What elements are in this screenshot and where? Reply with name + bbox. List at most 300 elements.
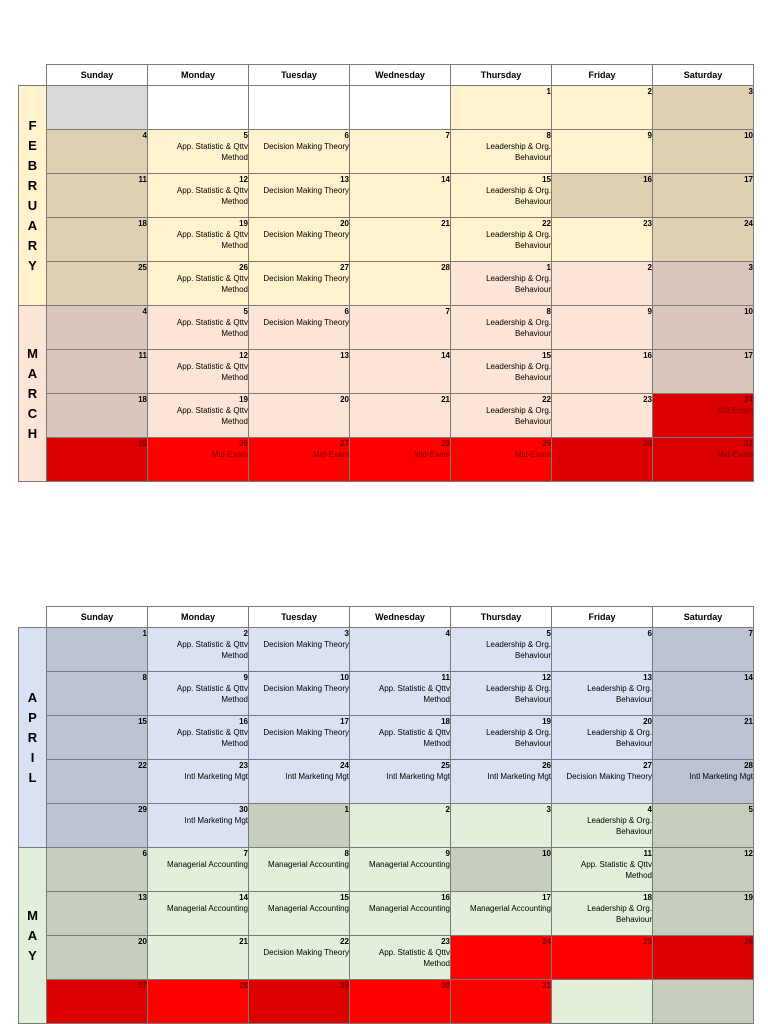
day-number: 3	[344, 629, 349, 638]
class-event: Managerial Accounting	[167, 860, 248, 869]
day-cell	[47, 350, 148, 394]
day-number: 25	[138, 439, 147, 448]
week-row	[19, 174, 754, 218]
day-cell	[249, 760, 350, 804]
day-number: 24	[340, 761, 349, 770]
day-cell	[47, 980, 148, 1024]
day-cell	[552, 628, 653, 672]
day-number: 26	[239, 263, 248, 272]
day-number: 8	[142, 673, 147, 682]
class-event: Decision Making Theory	[566, 772, 652, 781]
day-cell	[451, 262, 552, 306]
day-header: Monday	[148, 607, 249, 628]
day-number: 2	[647, 87, 652, 96]
day-cell	[451, 936, 552, 980]
day-number: 19	[542, 717, 551, 726]
day-number: 22	[542, 219, 551, 228]
day-cell	[148, 350, 249, 394]
day-number: 17	[744, 175, 753, 184]
day-number: 10	[744, 131, 753, 140]
week-row	[19, 760, 754, 804]
day-cell	[148, 760, 249, 804]
day-cell	[451, 628, 552, 672]
month-letter: I	[30, 749, 35, 765]
class-event: Decision Making Theory	[263, 230, 349, 239]
day-number: 13	[340, 175, 349, 184]
day-cell	[148, 892, 249, 936]
day-header: Saturday	[653, 607, 754, 628]
class-event: Leadership & Org. Behaviour	[486, 728, 551, 748]
day-cell	[47, 892, 148, 936]
class-event: Leadership & Org. Behaviour	[486, 186, 551, 206]
day-number: 8	[546, 131, 551, 140]
class-event: Intl Marketing Mgt	[386, 772, 450, 781]
day-cell	[552, 892, 653, 936]
day-header: Thursday	[451, 65, 552, 86]
day-cell	[451, 804, 552, 848]
day-number: 9	[445, 849, 450, 858]
week-row	[19, 848, 754, 892]
day-number: 2	[647, 263, 652, 272]
day-number	[47, 86, 147, 97]
day-number: 7	[445, 131, 450, 140]
day-number: 9	[647, 307, 652, 316]
class-event: Decision Making Theory	[263, 186, 349, 195]
day-cell	[552, 980, 653, 1024]
day-number: 23	[441, 937, 450, 946]
day-cell	[148, 394, 249, 438]
day-cell	[47, 760, 148, 804]
day-cell	[350, 760, 451, 804]
class-event: Decision Making Theory	[263, 274, 349, 283]
day-number: 5	[748, 805, 753, 814]
day-cell	[47, 716, 148, 760]
day-number: 12	[239, 351, 248, 360]
day-cell	[47, 672, 148, 716]
week-row	[19, 394, 754, 438]
day-number: 28	[744, 761, 753, 770]
day-number: 16	[643, 175, 652, 184]
day-number: 17	[744, 351, 753, 360]
day-number: 10	[744, 307, 753, 316]
day-cell	[148, 628, 249, 672]
day-cell	[653, 306, 754, 350]
day-number: 13	[138, 893, 147, 902]
day-cell	[653, 438, 754, 482]
month-letter: R	[27, 177, 38, 193]
month-label	[19, 86, 47, 306]
day-cell	[552, 262, 653, 306]
class-event: App. Statistic & Qttv Method	[176, 362, 248, 382]
day-number: 15	[138, 717, 147, 726]
day-number: 24	[744, 219, 753, 228]
day-number: 5	[243, 307, 248, 316]
day-number: 6	[647, 629, 652, 638]
day-number: 7	[243, 849, 248, 858]
day-number: 18	[643, 893, 652, 902]
day-number: 19	[744, 893, 753, 902]
day-cell	[653, 980, 754, 1024]
day-number	[653, 980, 753, 991]
class-event: App. Statistic & Qttv Method	[176, 318, 248, 338]
day-cell	[249, 980, 350, 1024]
day-cell	[451, 218, 552, 262]
day-number: 14	[239, 893, 248, 902]
class-event: App. Statistic & Qttv Method	[176, 728, 248, 748]
day-header: Wednesday	[350, 65, 451, 86]
day-cell	[350, 936, 451, 980]
day-number: 5	[243, 131, 248, 140]
day-cell	[249, 350, 350, 394]
day-cell	[350, 262, 451, 306]
month-letter: R	[27, 385, 38, 401]
day-cell	[47, 394, 148, 438]
class-event: Leadership & Org. Behaviour	[486, 274, 551, 294]
day-cell	[249, 86, 350, 130]
week-row	[19, 892, 754, 936]
day-cell	[249, 716, 350, 760]
class-event: Leadership & Org. Behaviour	[486, 640, 551, 660]
day-number: 22	[340, 937, 349, 946]
class-event: Decision Making Theory	[263, 142, 349, 151]
class-event: Leadership & Org. Behaviour	[486, 406, 551, 426]
day-cell	[653, 262, 754, 306]
day-number	[148, 86, 248, 97]
day-number: 12	[239, 175, 248, 184]
day-number: 12	[744, 849, 753, 858]
day-cell	[249, 804, 350, 848]
class-event: App. Statistic & Qttv Method	[176, 230, 248, 250]
week-row	[19, 672, 754, 716]
day-number: 20	[138, 937, 147, 946]
class-event: Intl Marketing Mgt	[487, 772, 551, 781]
day-number: 16	[441, 893, 450, 902]
day-header: Tuesday	[249, 65, 350, 86]
day-number: 25	[138, 263, 147, 272]
day-number: 14	[441, 175, 450, 184]
day-cell	[653, 218, 754, 262]
day-number: 8	[344, 849, 349, 858]
day-number: 11	[441, 673, 450, 682]
day-number: 26	[239, 439, 248, 448]
day-cell	[653, 86, 754, 130]
class-event: Managerial Accounting	[470, 904, 551, 913]
week-row	[19, 936, 754, 980]
day-cell	[653, 174, 754, 218]
day-cell	[249, 892, 350, 936]
day-number: 14	[441, 351, 450, 360]
day-cell	[552, 350, 653, 394]
day-number: 30	[239, 805, 248, 814]
day-number: 21	[239, 937, 248, 946]
day-cell	[350, 218, 451, 262]
day-number: 16	[643, 351, 652, 360]
day-number: 18	[138, 395, 147, 404]
day-number: 31	[542, 981, 551, 990]
day-number: 25	[441, 761, 450, 770]
class-event: App. Statistic & Qttv Method	[580, 860, 652, 880]
day-number: 29	[138, 805, 147, 814]
day-number: 12	[542, 673, 551, 682]
day-cell	[350, 306, 451, 350]
day-number: 2	[445, 805, 450, 814]
day-cell	[148, 980, 249, 1024]
day-cell	[148, 174, 249, 218]
month-letter: B	[27, 157, 38, 173]
day-cell	[552, 438, 653, 482]
day-cell	[653, 892, 754, 936]
class-event: Intl Marketing Mgt	[184, 772, 248, 781]
class-event: Managerial Accounting	[369, 904, 450, 913]
month-letter: P	[28, 709, 37, 725]
day-number: 20	[340, 219, 349, 228]
class-event: Decision Making Theory	[263, 684, 349, 693]
day-cell	[350, 438, 451, 482]
corner-blank	[19, 65, 47, 86]
day-number: 21	[441, 219, 450, 228]
class-event: Intl Marketing Mgt	[184, 816, 248, 825]
class-event: Mid-Exam	[211, 450, 248, 459]
day-cell	[653, 804, 754, 848]
day-cell	[653, 394, 754, 438]
day-number: 22	[542, 395, 551, 404]
day-cell	[653, 760, 754, 804]
day-cell	[249, 672, 350, 716]
day-cell	[350, 848, 451, 892]
day-number: 10	[542, 849, 551, 858]
day-header: Monday	[148, 65, 249, 86]
day-number: 10	[340, 673, 349, 682]
day-cell	[249, 394, 350, 438]
day-cell	[552, 394, 653, 438]
class-event: Intl Marketing Mgt	[285, 772, 349, 781]
day-cell	[451, 86, 552, 130]
day-cell	[653, 848, 754, 892]
day-number: 30	[643, 439, 652, 448]
class-event: Decision Making Theory	[263, 948, 349, 957]
day-cell	[249, 218, 350, 262]
week-row	[19, 804, 754, 848]
day-cell	[552, 936, 653, 980]
day-number: 17	[542, 893, 551, 902]
day-number: 23	[239, 761, 248, 770]
class-event: App. Statistic & Qttv Method	[176, 186, 248, 206]
day-cell	[47, 438, 148, 482]
day-number: 24	[542, 937, 551, 946]
day-number: 19	[239, 395, 248, 404]
day-cell	[47, 848, 148, 892]
class-event: Decision Making Theory	[263, 728, 349, 737]
day-number: 4	[647, 805, 652, 814]
month-letter: L	[28, 769, 37, 785]
week-row	[19, 306, 754, 350]
day-number: 27	[340, 263, 349, 272]
day-number: 26	[542, 761, 551, 770]
day-cell	[451, 130, 552, 174]
week-row	[19, 130, 754, 174]
day-number: 27	[340, 439, 349, 448]
class-event: Mid-Exam	[514, 450, 551, 459]
day-header: Friday	[552, 607, 653, 628]
day-number: 18	[441, 717, 450, 726]
day-cell	[451, 174, 552, 218]
class-event: App. Statistic & Qttv Method	[378, 728, 450, 748]
day-header: Sunday	[47, 65, 148, 86]
class-event: Leadership & Org. Behaviour	[587, 816, 652, 836]
day-number: 11	[138, 175, 147, 184]
day-cell	[148, 804, 249, 848]
day-number: 19	[239, 219, 248, 228]
day-cell	[653, 936, 754, 980]
week-row	[19, 716, 754, 760]
class-event: App. Statistic & Qttv Method	[378, 684, 450, 704]
month-label	[19, 306, 47, 482]
day-number: 20	[643, 717, 652, 726]
class-event: Leadership & Org. Behaviour	[486, 318, 551, 338]
day-cell	[148, 936, 249, 980]
day-cell	[350, 350, 451, 394]
day-cell	[249, 628, 350, 672]
day-cell	[350, 980, 451, 1024]
day-number: 7	[445, 307, 450, 316]
month-letter: Y	[28, 947, 37, 963]
day-number: 31	[744, 439, 753, 448]
class-event: App. Statistic & Qttv Method	[176, 640, 248, 660]
day-cell	[451, 848, 552, 892]
day-number: 1	[546, 263, 551, 272]
day-cell	[249, 306, 350, 350]
day-number: 4	[142, 307, 147, 316]
day-cell	[451, 438, 552, 482]
day-cell	[148, 262, 249, 306]
month-label	[19, 628, 47, 848]
day-cell	[552, 848, 653, 892]
day-number: 6	[344, 307, 349, 316]
day-number: 21	[441, 395, 450, 404]
day-cell	[47, 218, 148, 262]
day-header: Wednesday	[350, 607, 451, 628]
day-cell	[148, 672, 249, 716]
day-number: 8	[546, 307, 551, 316]
day-header: Thursday	[451, 607, 552, 628]
month-letter: R	[27, 729, 38, 745]
class-event: Leadership & Org. Behaviour	[486, 142, 551, 162]
day-cell	[451, 350, 552, 394]
day-header: Tuesday	[249, 607, 350, 628]
day-number: 1	[546, 87, 551, 96]
day-cell	[451, 672, 552, 716]
month-letter: C	[27, 405, 38, 421]
day-number: 27	[138, 981, 147, 990]
day-number: 11	[643, 849, 652, 858]
week-row	[19, 438, 754, 482]
day-number: 24	[744, 395, 753, 404]
day-number: 27	[643, 761, 652, 770]
class-event: Mid-Exam	[413, 450, 450, 459]
class-event: Mid-Exam	[716, 406, 753, 415]
class-event: Leadership & Org. Behaviour	[587, 684, 652, 704]
day-cell	[552, 218, 653, 262]
day-number: 25	[643, 937, 652, 946]
day-number: 28	[441, 439, 450, 448]
week-row	[19, 86, 754, 130]
month-label	[19, 848, 47, 1024]
day-cell	[148, 218, 249, 262]
week-row	[19, 628, 754, 672]
day-cell	[350, 130, 451, 174]
class-event: Leadership & Org. Behaviour	[486, 230, 551, 250]
day-cell	[350, 174, 451, 218]
day-number: 14	[744, 673, 753, 682]
day-number: 13	[340, 351, 349, 360]
day-cell	[552, 716, 653, 760]
calendar-table	[18, 606, 754, 1024]
day-cell	[552, 86, 653, 130]
day-number: 15	[542, 351, 551, 360]
day-cell	[552, 306, 653, 350]
week-row	[19, 980, 754, 1024]
day-number: 20	[340, 395, 349, 404]
day-number: 3	[748, 263, 753, 272]
day-cell	[47, 306, 148, 350]
day-cell	[451, 892, 552, 936]
class-event: Leadership & Org. Behaviour	[587, 728, 652, 748]
day-cell	[47, 936, 148, 980]
month-letter: F	[28, 117, 37, 133]
month-letter: R	[27, 237, 38, 253]
class-event: Mid-Exam	[312, 450, 349, 459]
day-header: Sunday	[47, 607, 148, 628]
day-cell	[350, 394, 451, 438]
day-number: 29	[542, 439, 551, 448]
day-number: 13	[643, 673, 652, 682]
day-cell	[350, 716, 451, 760]
day-cell	[47, 86, 148, 130]
day-cell	[47, 628, 148, 672]
day-number: 18	[138, 219, 147, 228]
day-cell	[47, 262, 148, 306]
day-cell	[653, 716, 754, 760]
day-number: 2	[243, 629, 248, 638]
day-cell	[350, 86, 451, 130]
calendar-table	[18, 64, 754, 482]
day-number: 9	[243, 673, 248, 682]
day-number: 6	[142, 849, 147, 858]
day-cell	[653, 350, 754, 394]
day-number: 4	[142, 131, 147, 140]
day-cell	[148, 130, 249, 174]
day-cell	[148, 716, 249, 760]
day-cell	[350, 672, 451, 716]
class-event: Leadership & Org. Behaviour	[486, 684, 551, 704]
day-number: 3	[748, 87, 753, 96]
day-number: 22	[138, 761, 147, 770]
corner-blank	[19, 607, 47, 628]
day-header: Saturday	[653, 65, 754, 86]
class-event: Managerial Accounting	[268, 904, 349, 913]
day-number	[350, 86, 450, 97]
day-number: 30	[441, 981, 450, 990]
day-cell	[653, 628, 754, 672]
day-number: 16	[239, 717, 248, 726]
day-number	[552, 980, 652, 991]
day-number: 26	[744, 937, 753, 946]
day-number: 7	[748, 629, 753, 638]
month-letter: A	[27, 217, 38, 233]
month-letter: M	[27, 907, 38, 923]
day-cell	[653, 130, 754, 174]
class-event: Leadership & Org. Behaviour	[587, 904, 652, 924]
